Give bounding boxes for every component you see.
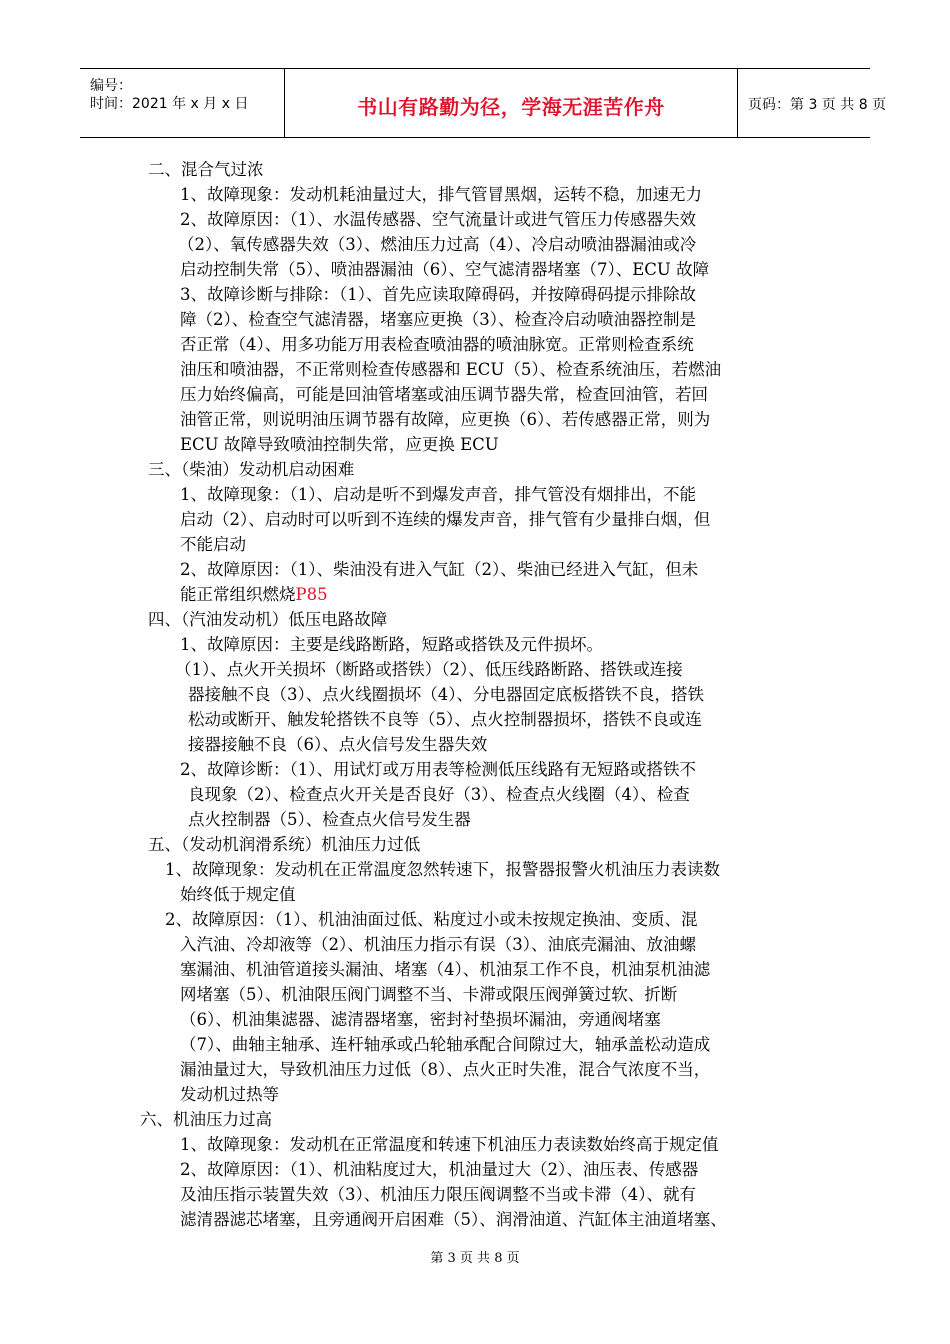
text-line: 否正常（4）、用多功能万用表检查喷油器的喷油脉宽。正常则检查系统 — [180, 335, 694, 354]
text-line: 网堵塞（5）、机油限压阀门调整不当、卡滞或限压阀弹簧过软、折断 — [180, 985, 678, 1004]
text-line: 始终低于规定值 — [180, 885, 296, 904]
header-motto-cell — [285, 69, 738, 137]
motto-text: 书山有路勤为径，学海无涯苦作舟 — [357, 95, 665, 119]
text-fragment: 能正常组织燃烧 — [180, 585, 296, 604]
text-line: 点火控制器（5）、检查点火信号发生器 — [188, 810, 471, 829]
document-date-label: 时间：2021 年 x 月 x 日 — [90, 96, 249, 112]
text-line: 及油压指示装置失效（3）、机油压力限压阀调整不当或卡滞（4）、就有 — [180, 1185, 696, 1204]
text-line: 启动（2）、启动时可以听到不连续的爆发声音，排气管有少量排白烟，但 — [180, 510, 711, 529]
section-heading: 三、（柴油）发动机启动困难 — [148, 460, 355, 479]
text-line: 松动或断开、触发轮搭铁不良等（5）、点火控制器损坏，搭铁不良或连 — [188, 710, 702, 729]
text-line: 发动机过热等 — [180, 1085, 279, 1104]
header-page-label: 页码：第 3 页 共 8 页 — [748, 97, 887, 113]
section-heading: 四、（汽油发动机）低压电路故障 — [148, 610, 388, 629]
header-info-cell — [80, 69, 285, 137]
text-line: 1、故障现象：发动机耗油量过大，排气管冒黑烟，运转不稳，加速无力 — [180, 185, 702, 204]
text-line: 不能启动 — [180, 535, 246, 554]
section-heading: 五、（发动机润滑系统）机油压力过低 — [148, 835, 421, 854]
text-line: 接器接触不良（6）、点火信号发生器失效 — [188, 735, 488, 754]
header-page-cell — [738, 69, 887, 137]
text-line: （2）、氧传感器失效（3）、燃油压力过高（4）、冷启动喷油器漏油或冷 — [178, 235, 697, 254]
text-line: 启动控制失常（5）、喷油器漏油（6）、空气滤清器堵塞（7）、ECU 故障 — [180, 260, 710, 279]
document-number-label: 编号： — [90, 78, 132, 94]
text-line: （6）、机油集滤器、滤清器堵塞，密封衬垫损坏漏油，旁通阀堵塞 — [180, 1010, 661, 1029]
text-line: 障（2）、检查空气滤清器，堵塞应更换（3）、检查冷启动喷油器控制是 — [180, 310, 696, 329]
page-header — [80, 68, 887, 138]
text-line: 良现象（2）、检查点火开关是否良好（3）、检查点火线圈（4）、检查 — [188, 785, 690, 804]
text-line: 滤清器滤芯堵塞，且旁通阀开启困难（5）、润滑油道、汽缸体主油道堵塞、 — [180, 1210, 727, 1229]
text-line: 漏油量过大，导致机油压力过低（8）、点火正时失准，混合气浓度不当， — [180, 1060, 711, 1079]
section-heading: 二、混合气过浓 — [148, 160, 264, 179]
text-line: 1、故障现象：（1）、启动是听不到爆发声音，排气管没有烟排出，不能 — [180, 485, 696, 504]
text-line — [180, 583, 328, 607]
text-line: 器接触不良（3）、点火线圈损坏（4）、分电器固定底板搭铁不良，搭铁 — [188, 685, 704, 704]
text-line: 入汽油、冷却液等（2）、机油压力指示有误（3）、油底壳漏油、放油螺 — [180, 935, 696, 954]
text-line: 1、故障现象：发动机在正常温度忽然转速下，报警器报警火机油压力表读数 — [165, 860, 720, 879]
page-reference: P85 — [295, 585, 328, 604]
page-footer: 第 3 页 共 8 页 — [430, 1251, 520, 1266]
text-line: （1）、点火开关损坏（断路或搭铁）（2）、低压线路断路、搭铁或连接 — [175, 660, 683, 679]
text-line: 2、故障原因：（1）、机油粘度过大，机油量过大（2）、油压表、传感器 — [180, 1160, 699, 1179]
text-line: 压力始终偏高，可能是回油管堵塞或油压调节器失常，检查回油管，若回 — [180, 385, 708, 404]
text-line: 2、故障原因：（1）、机油油面过低、粘度过小或未按规定换油、变质、混 — [165, 910, 698, 929]
section-heading: 六、机油压力过高 — [140, 1110, 272, 1129]
text-line: 3、故障诊断与排除：（1）、首先应读取障碍码，并按障碍码提示排除故 — [180, 285, 696, 304]
text-line: 1、故障原因：主要是线路断路，短路或搭铁及元件损坏。 — [180, 635, 603, 654]
text-line: 2、故障原因：（1）、水温传感器、空气流量计或进气管压力传感器失效 — [180, 210, 696, 229]
text-line: ECU 故障导致喷油控制失常，应更换 ECU — [180, 435, 499, 454]
text-line: 油压和喷油器，不正常则检查传感器和 ECU（5）、检查系统油压，若燃油 — [180, 360, 722, 379]
text-line: 2、故障诊断：（1）、用试灯或万用表等检测低压线路有无短路或搭铁不 — [180, 760, 696, 779]
text-line: 2、故障原因：（1）、柴油没有进入气缸（2）、柴油已经进入气缸，但未 — [180, 560, 699, 579]
text-line: 油管正常，则说明油压调节器有故障，应更换（6）、若传感器正常，则为 — [180, 410, 711, 429]
text-line: 塞漏油、机油管道接头漏油、堵塞（4）、机油泵工作不良，机油泵机油滤 — [180, 960, 711, 979]
text-line: 1、故障现象：发动机在正常温度和转速下机油压力表读数始终高于规定值 — [180, 1135, 719, 1154]
text-line: （7）、曲轴主轴承、连杆轴承或凸轮轴承配合间隙过大，轴承盖松动造成 — [180, 1035, 711, 1054]
